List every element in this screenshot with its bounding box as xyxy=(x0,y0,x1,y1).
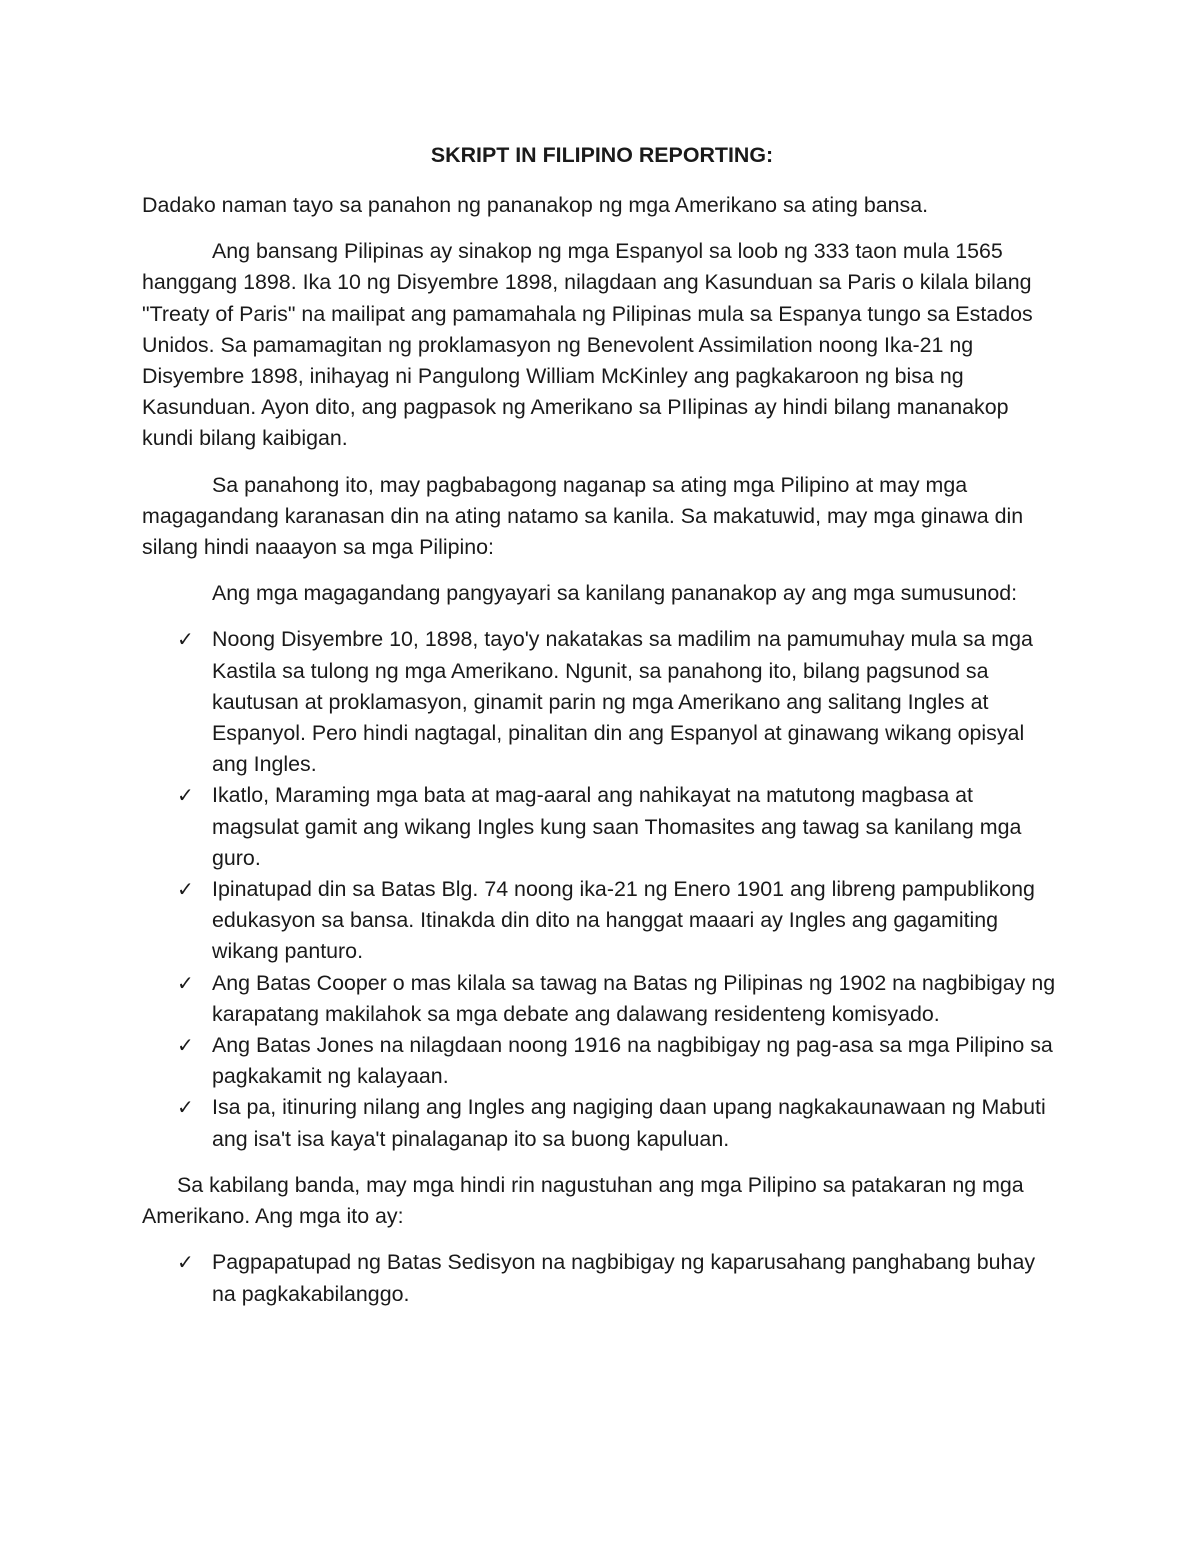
intro-paragraph: Dadako naman tayo sa panahon ng pananakop ng mga Amerikano sa ating bansa. xyxy=(142,193,929,217)
list-item xyxy=(142,780,1062,874)
document-title: SKRIPT IN FILIPINO REPORTING: xyxy=(430,143,774,167)
checkmark-icon: ✓ xyxy=(177,970,194,995)
list-item-text: Isa pa, itinuring nilang ang Ingles ang nagiging daan upang nagkakaunawaan ng Mabuti ang isa't isa kaya't pinalaganap ito sa buong kapuluan. xyxy=(212,1095,1046,1151)
document-body xyxy=(142,140,1062,1325)
changes-paragraph: Sa panahong ito, may pagbabagong naganap sa ating mga Pilipino at may mga magagandang karanasan din na ating natamo sa kanila. Sa makatuwid, may mga ginawa din silang hindi naaayon sa mga Pilipino: xyxy=(142,472,1024,560)
checkmark-icon: ✓ xyxy=(177,1033,194,1058)
list-item xyxy=(142,968,1062,1030)
list-item-text: Pagpapatupad ng Batas Sedisyon na nagbibigay ng kaparusahang panghabang buhay na pagkakabilanggo. xyxy=(212,1250,1036,1306)
checkmark-icon: ✓ xyxy=(177,1095,194,1120)
checkmark-icon: ✓ xyxy=(177,627,194,652)
good-events-intro: Ang mga magagandang pangyayari sa kanilang pananakop ay ang mga sumusunod: xyxy=(212,581,1018,606)
list-item xyxy=(142,1030,1062,1092)
checkmark-icon: ✓ xyxy=(177,1250,194,1275)
bad-events-list xyxy=(142,1247,1062,1309)
list-item xyxy=(142,1247,1062,1309)
checkmark-icon: ✓ xyxy=(177,877,194,902)
list-item xyxy=(142,1092,1062,1154)
good-events-list xyxy=(142,624,1062,1154)
list-item-text: Ikatlo, Maraming mga bata at mag-aaral ang nahikayat na matutong magbasa at magsulat gamit ang wikang Ingles kung saan Thomasites ang tawag sa kanilang mga guro. xyxy=(212,783,1022,870)
list-item-text: Ipinatupad din sa Batas Blg. 74 noong ika-21 ng Enero 1901 ang libreng pampublikong edukasyon sa bansa. Itinakda din dito na hanggat maaari ay Ingles ang gagamiting wikang panturo. xyxy=(212,877,1035,964)
list-item-text: Ang Batas Cooper o mas kilala sa tawag na Batas ng Pilipinas ng 1902 na nagbibigay ng karapatang makilahok sa mga debate ang dalawang residenteng komisyado. xyxy=(212,970,1056,1026)
list-item xyxy=(142,874,1062,968)
list-item xyxy=(142,624,1062,780)
list-item-text: Ang Batas Jones na nilagdaan noong 1916 na nagbibigay ng pag-asa sa mga Pilipino sa pagkakamit ng kalayaan. xyxy=(212,1033,1053,1089)
list-item-text: Noong Disyembre 10, 1898, tayo'y nakatakas sa madilim na pamumuhay mula sa mga Kastila sa tulong ng mga Amerikano. Ngunit, sa panahong ito, bilang pagsunod sa kautusan at proklamasyon, ginamit parin ng mga Amerikano ang salitang Ingles at Espanyol. Pero hindi nagtagal, pinalitan din ang Espanyol at ginawang wikang opisyal ang Ingles. xyxy=(212,627,1033,777)
history-paragraph: Ang bansang Pilipinas ay sinakop ng mga Espanyol sa loob ng 333 taon mula 1565 hanggang 1898. Ika 10 ng Disyembre 1898, nilagdaan ang Kasunduan sa Paris o kilala bilang "Treaty of Paris" na mailipat ang pamamahala ng Pilipinas mula sa Espanya tungo sa Estados Unidos. Sa pamamagitan ng proklamasyon ng Benevolent Assimilation noong Ika-21 ng Disyembre 1898, inihayag ni Pangulong William McKinley ang pagkakaroon ng bisa ng Kasunduan. Ayon dito, ang pagpasok ng Amerikano sa PIlipinas ay hindi bilang mananakop kundi bilang kaibigan. xyxy=(142,239,1033,451)
bad-events-intro: Sa kabilang banda, may mga hindi rin nagustuhan ang mga Pilipino sa patakaran ng mga Amerikano. Ang mga ito ay: xyxy=(142,1172,1024,1229)
checkmark-icon: ✓ xyxy=(177,783,194,808)
